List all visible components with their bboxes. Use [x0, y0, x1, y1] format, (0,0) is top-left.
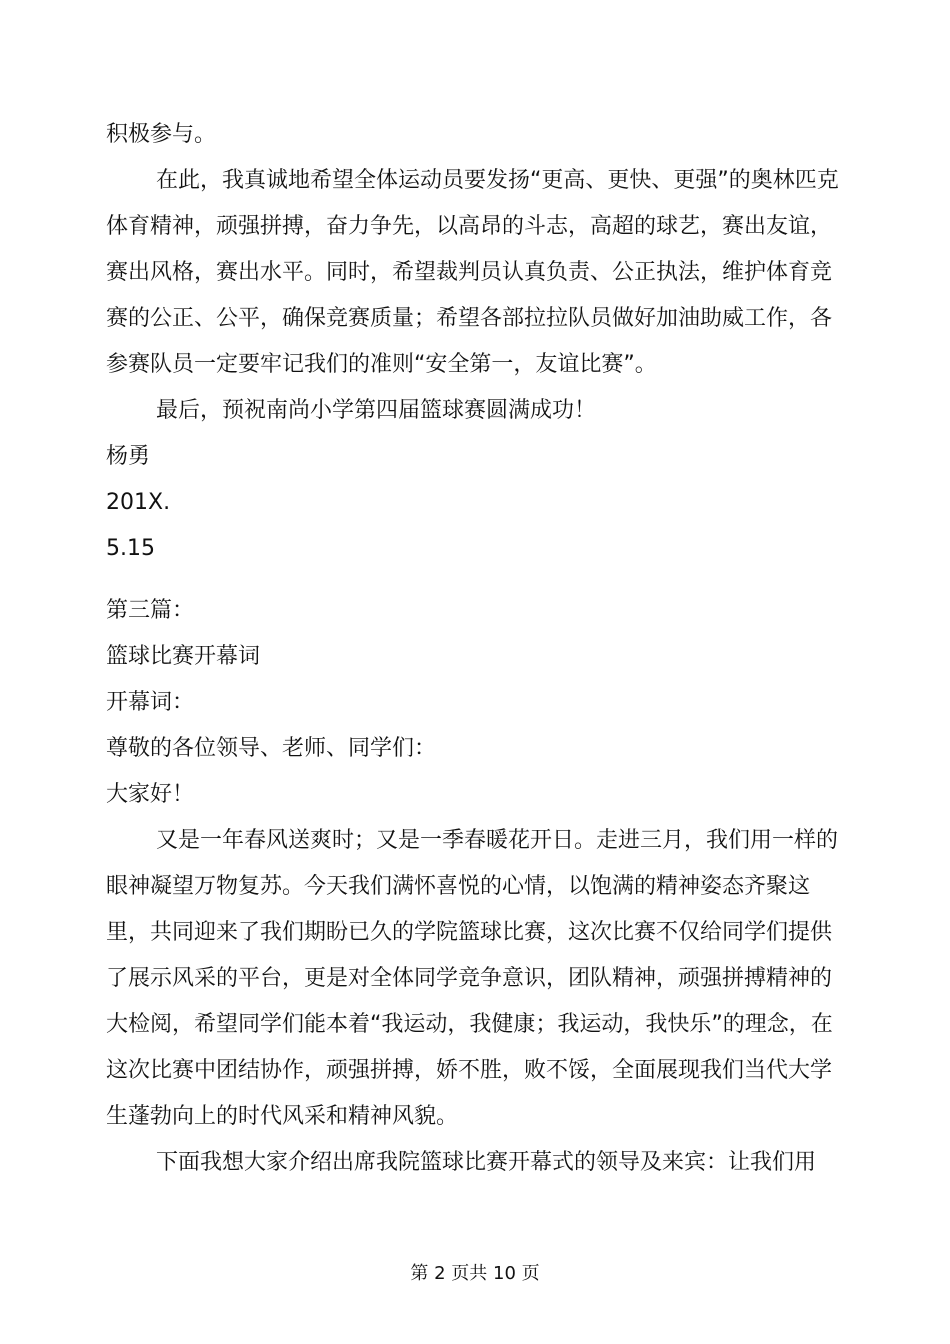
date-year: 201X. — [106, 490, 171, 515]
document-body — [106, 112, 846, 1186]
salutation: 尊敬的各位领导、老师、同学们： — [106, 736, 437, 761]
paragraph-wishes: 在此，我真诚地希望全体运动员要发扬“更高、更快、更强”的奥林匹克体育精神，顽强拼搏，奋力争先，以高昂的斗志，高超的球艺，赛出友谊，赛出风格，赛出水平。同时，希望裁判员认真负责、公正执法，维护体育竞赛的公正、公平，确保竞赛质量；希望各部拉拉队员做好加油助威工作，各参赛队员一定要牢记我们的准则“安全第一，友谊比赛”。 — [106, 168, 839, 377]
page-footer: 第 2 页共 10 页 — [410, 1263, 540, 1284]
doc-title: 篮球比赛开幕词 — [106, 644, 261, 669]
heading: 开幕词： — [106, 690, 195, 715]
date-day: 5.15 — [106, 536, 155, 561]
paragraph-spring: 又是一年春风送爽时；又是一季春暖花开日。走进三月，我们用一样的眼神凝望万物复苏。今天我们满怀喜悦的心情，以饱满的精神姿态齐聚这里，共同迎来了我们期盼已久的学院篮球比赛，这次比赛不仅给同学们提供了展示风采的平台，更是对全体同学竞争意识，团队精神，顽强拼搏精神的大检阅，希望同学们能本着“我运动，我健康；我运动，我快乐”的理念，在这次比赛中团结协作，顽强拼搏，娇不胜，败不馁，全面展现我们当代大学生蓬勃向上的时代风采和精神风貌。 — [106, 828, 839, 1129]
paragraph-closing: 最后，预祝南尚小学第四届篮球赛圆满成功！ — [156, 398, 597, 423]
section-title: 第三篇： — [106, 598, 195, 623]
paragraph-continuation: 积极参与。 — [106, 122, 217, 147]
greeting: 大家好！ — [106, 782, 195, 807]
signer-name: 杨勇 — [106, 444, 151, 469]
paragraph-introduction: 下面我想大家介绍出席我院篮球比赛开幕式的领导及来宾：让我们用 — [156, 1150, 817, 1175]
